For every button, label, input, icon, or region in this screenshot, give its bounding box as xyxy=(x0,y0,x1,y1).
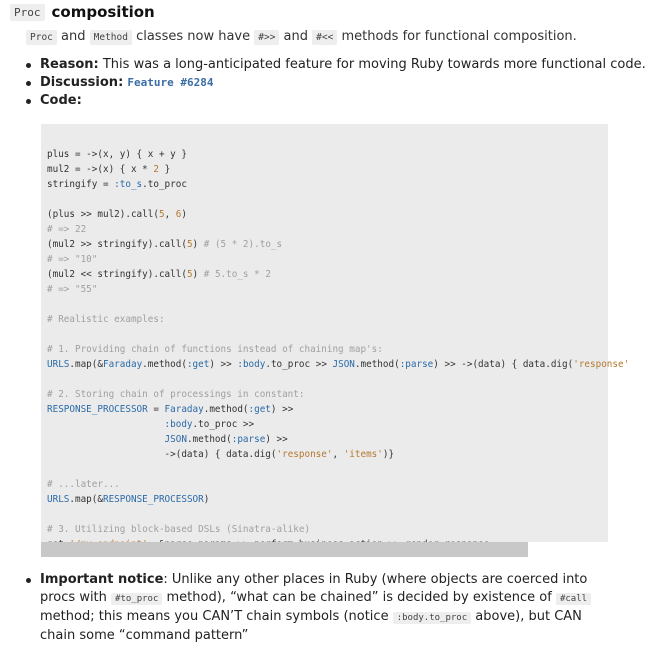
intro-text: and xyxy=(56,29,90,44)
inline-code-to-proc: #to_proc xyxy=(111,593,162,605)
inline-code-compose-right: #>> xyxy=(254,30,279,45)
inline-code-call: #call xyxy=(556,593,591,605)
info-list xyxy=(0,56,646,110)
notice-text-part: method; this means you CAN’T chain symbols (notice xyxy=(40,609,393,624)
bullet-icon xyxy=(26,99,31,104)
notice-label: Important notice xyxy=(40,572,164,587)
inline-code-body-to-proc: :body.to_proc xyxy=(393,612,471,624)
section-title xyxy=(10,2,155,22)
intro-text: classes now have xyxy=(131,29,255,44)
code-label: Code: xyxy=(40,93,82,108)
list-item-code xyxy=(0,92,646,110)
inline-code-method: Method xyxy=(90,30,132,45)
title-text: composition xyxy=(51,3,155,21)
code-horizontal-scrollbar[interactable] xyxy=(41,542,608,557)
list-item-reason xyxy=(0,56,646,74)
bullet-icon xyxy=(26,63,31,68)
intro-text: and xyxy=(279,29,313,44)
bullet-icon xyxy=(26,578,31,583)
reason-label: Reason: xyxy=(40,57,99,72)
notice-text-part: method), “what can be chained” is decided by existence of xyxy=(162,590,556,605)
bullet-icon xyxy=(26,81,31,86)
notice-text-part: : Unlike any other places in Ruby (where objects are coerced into procs with xyxy=(40,572,588,605)
reason-text: This was a long-anticipated feature for moving Ruby towards more functional code. xyxy=(98,57,646,72)
code-block[interactable] xyxy=(41,124,630,542)
notice-text-part: above), but CAN chain some “command pattern” xyxy=(40,609,582,643)
intro-text: methods for functional composition. xyxy=(337,29,577,44)
code-content: plus = ->(x, y) { x + y } mul2 = ->(x) { x * 2 } stringify = :to_s.to_proc (plus >> mul2).call(5, 6) # => 22 (mul2 >> stringify).call(5) # (5 * 2).to_s # => "10" (mul2 << stringify).call(5) # 5.to_s * 2 # => "55" # Realistic examples: # 1. Providing chain of functions instead of chaining map's: URLS.map(&Faraday.method(:get) >> :body.to_proc >> JSON.method(:parse) >> ->(data) { data.dig('response' # 2. Storing chain of processings in constant: RESPONSE_PROCESSOR = Faraday.method(:get) >> :body.to_proc >> JSON.method(:parse) >> ->(data) { data.dig('response', 'items')} # ...later... URLS.map(&RESPONSE_PROCESSOR) # 3. Utilizing block-based DSLs (Sinatra-alike) xyxy=(47,149,630,535)
intro-paragraph xyxy=(26,29,577,44)
inline-code-compose-left: #<< xyxy=(312,30,337,45)
notice-text xyxy=(40,571,615,645)
feature-link[interactable]: Feature #6284 xyxy=(127,76,214,89)
title-code: Proc xyxy=(10,4,45,21)
discussion-label: Discussion: xyxy=(40,75,124,90)
list-item-discussion xyxy=(0,74,646,92)
scrollbar-thumb[interactable] xyxy=(41,542,528,557)
inline-code-proc: Proc xyxy=(26,30,57,45)
list-item-important-notice xyxy=(0,571,618,645)
